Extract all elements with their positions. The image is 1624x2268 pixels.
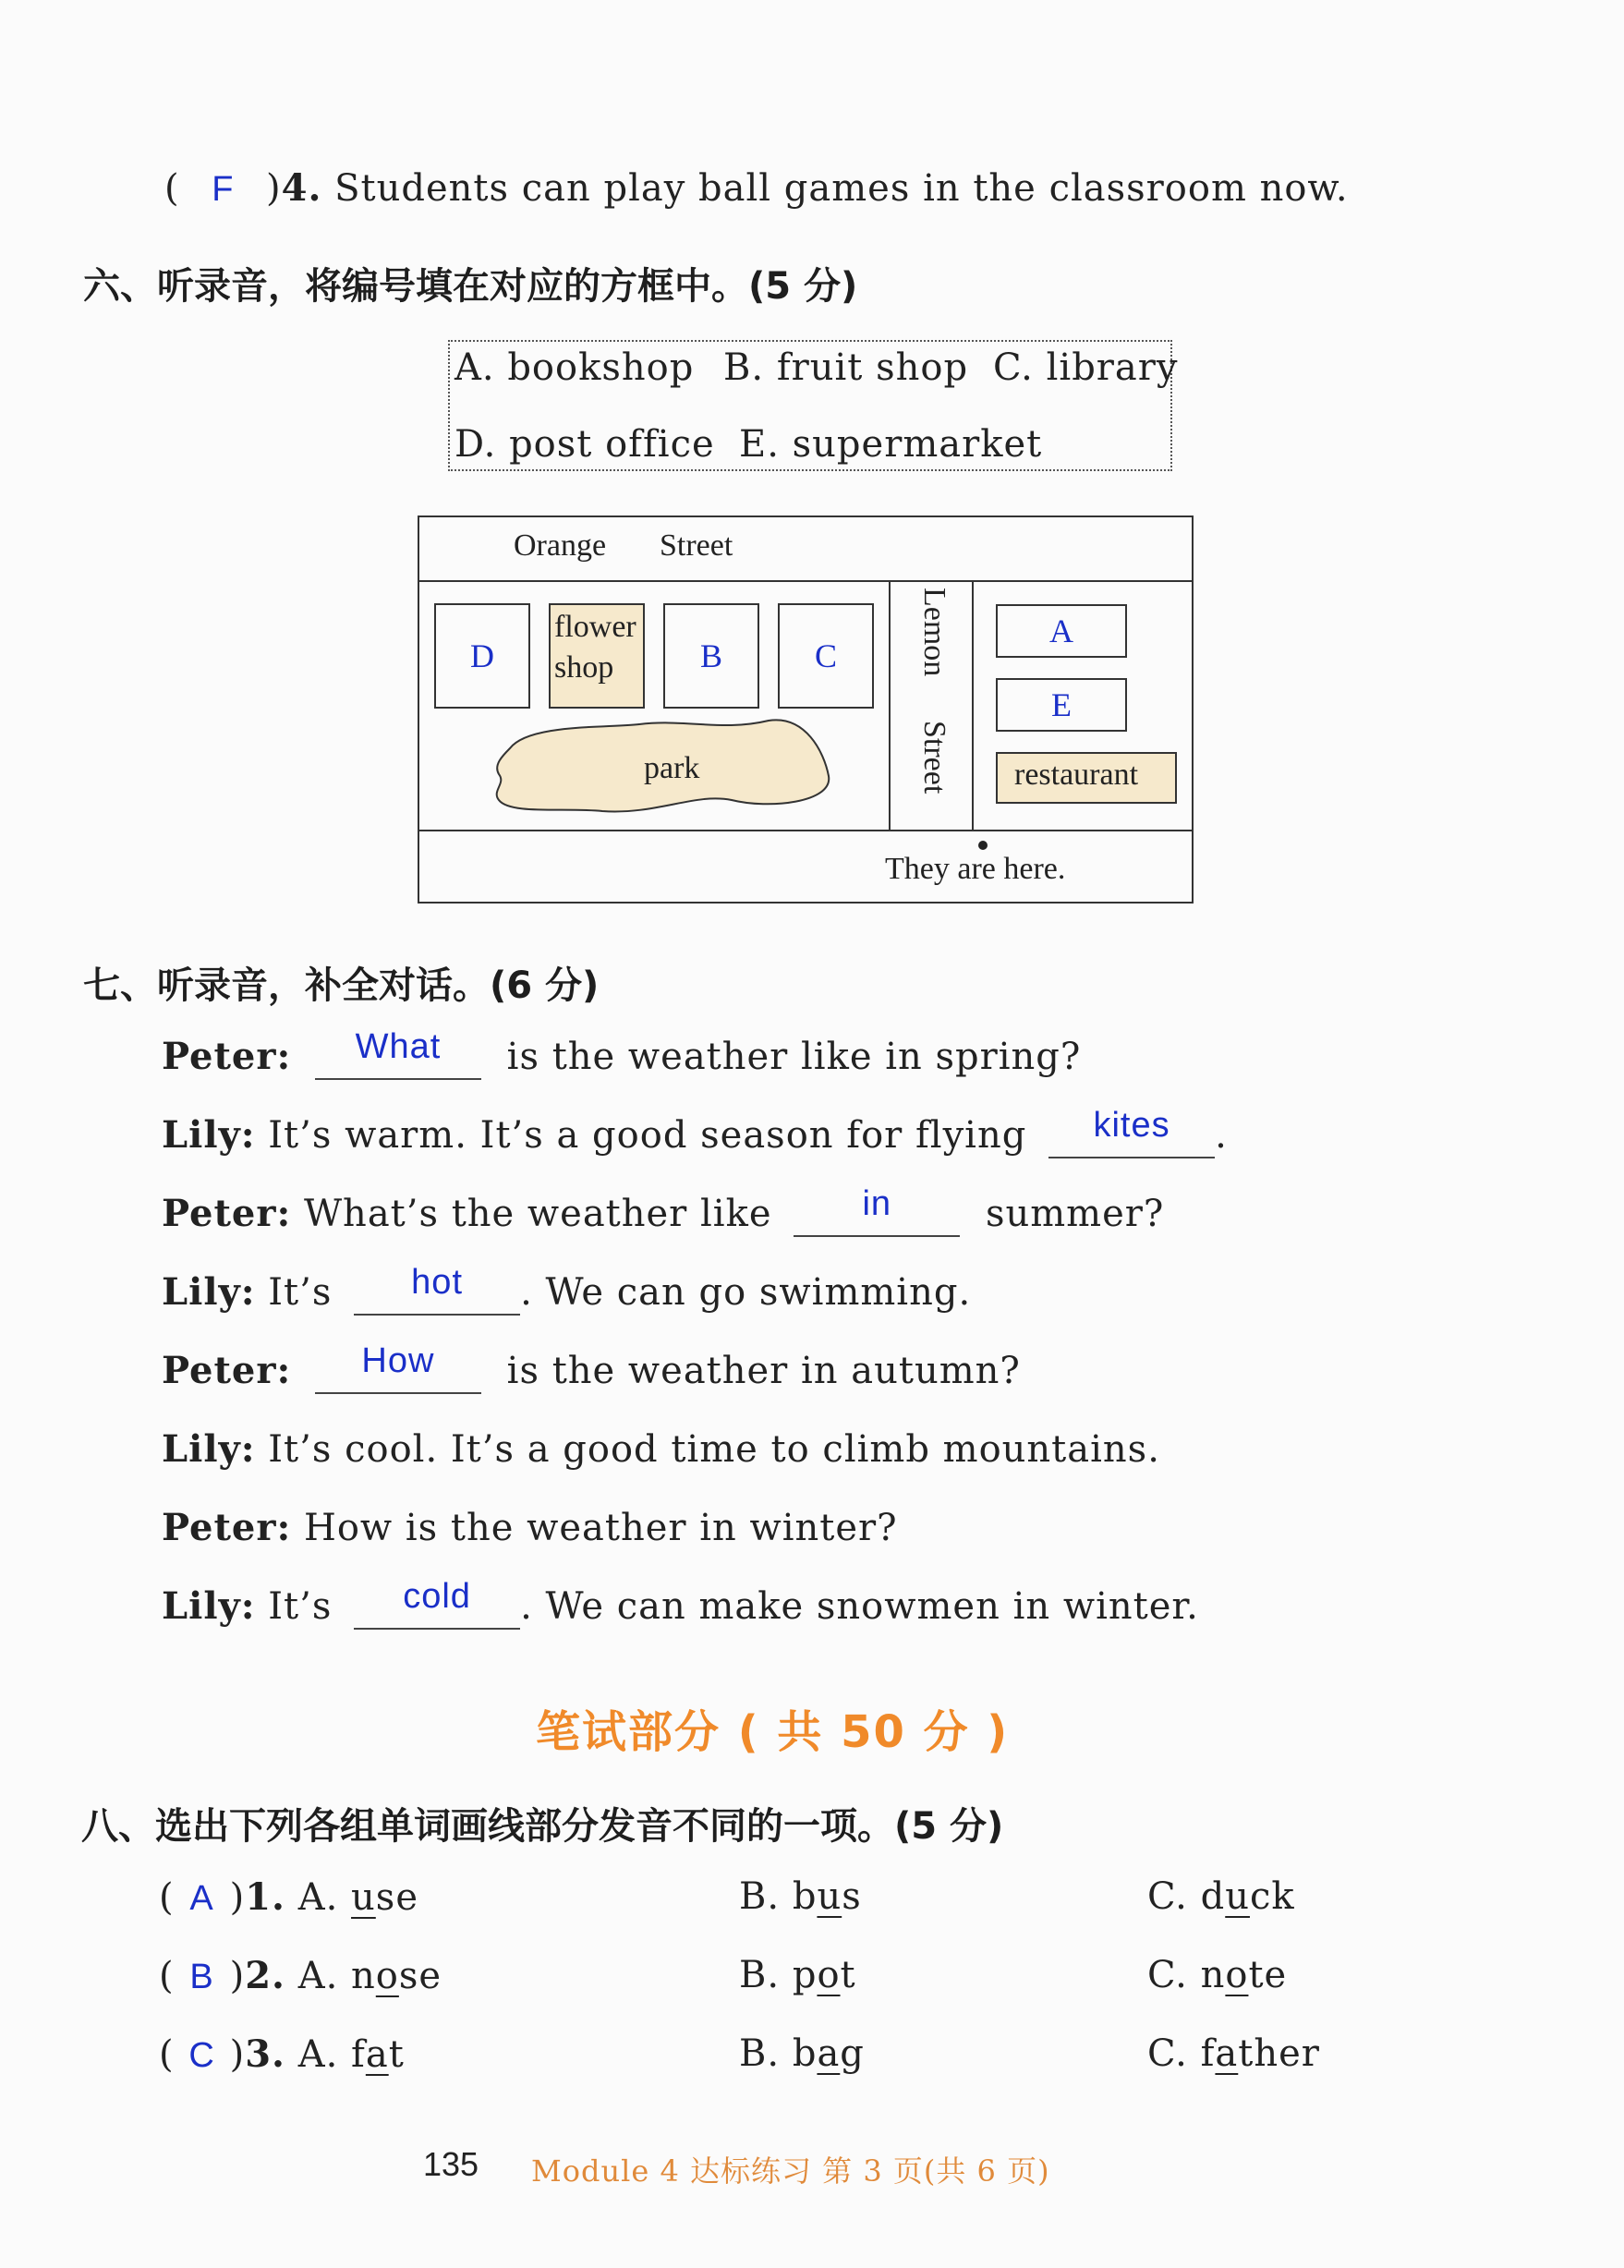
option-b-prefix: B. p — [739, 1954, 818, 1996]
option-c-underlined: a — [1215, 2032, 1239, 2075]
question-4-row — [164, 166, 1349, 210]
answer-text: How — [361, 1341, 435, 1380]
option-a: A. bookshop — [454, 346, 695, 389]
answer-text: cold — [403, 1577, 471, 1616]
dialogue-line-2 — [162, 1106, 1228, 1158]
answer-text: C — [188, 2036, 215, 2075]
option-a-prefix: A. n — [297, 1955, 376, 1997]
question-text: Students can play ball games in the classroom now. — [334, 167, 1349, 210]
speaker: Lily: — [162, 1113, 256, 1157]
option-a-rest: se — [398, 1955, 442, 1997]
paren-close: ) — [229, 1955, 246, 1997]
bottom-street-divider — [418, 830, 1194, 831]
dialogue-line-6 — [162, 1427, 1160, 1471]
line-text-end: . We can go swimming. — [520, 1271, 972, 1314]
line-text: It’s cool. It’s a good time to climb mountains. — [268, 1428, 1160, 1471]
speaker: Lily: — [162, 1584, 256, 1628]
option-a-underlined: a — [365, 2033, 389, 2076]
choice-item-3-b — [739, 2032, 865, 2075]
line-text: It’s — [268, 1585, 333, 1628]
here-dot — [978, 841, 988, 850]
line-text: It’s warm. It’s a good season for flying — [268, 1114, 1027, 1157]
choice-item-3-c — [1147, 2032, 1320, 2075]
dialogue-line-5 — [162, 1341, 1021, 1394]
option-b-rest: s — [842, 1875, 862, 1918]
blank — [315, 1027, 481, 1080]
dialogue-line-3 — [162, 1184, 1165, 1237]
flower-shop-line2: shop — [554, 650, 614, 685]
option-a-rest: t — [388, 2033, 405, 2076]
item-number: 2. — [245, 1954, 285, 1997]
paren-close: ) — [229, 1876, 246, 1919]
map-box-c: C — [778, 603, 874, 709]
dialogue-line-8 — [162, 1577, 1199, 1630]
lemon-street-label: Lemon — [917, 588, 951, 677]
choice-item-1-b — [739, 1875, 862, 1918]
choice-item-3 — [159, 2032, 405, 2076]
speaker: Peter: — [162, 1506, 292, 1549]
paren-open: ( — [164, 167, 180, 210]
option-c-prefix: C. d — [1147, 1875, 1226, 1918]
blank — [1048, 1106, 1215, 1158]
option-a-text — [298, 1876, 418, 1919]
option-b-underlined: u — [817, 1875, 842, 1918]
item-number: 1. — [245, 1875, 285, 1919]
answer-text: in — [862, 1184, 892, 1223]
paren-open: ( — [159, 2033, 175, 2076]
option-b-prefix: B. b — [739, 1875, 818, 1918]
option-c-rest: te — [1248, 1954, 1288, 1996]
section-7-title: 七、听录音，补全对话。(6 分) — [83, 964, 600, 1007]
option-b-prefix: B. b — [739, 2032, 818, 2075]
section-6-title: 六、听录音，将编号填在对应的方框中。(5 分) — [83, 265, 858, 308]
line-text: It’s — [268, 1271, 333, 1314]
flower-shop-line1: flower — [554, 610, 636, 644]
footer-text: Module 4 达标练习 第 3 页(共 6 页) — [531, 2153, 1050, 2189]
option-a-underlined: o — [375, 1955, 399, 1997]
choice-item-1 — [159, 1875, 418, 1919]
line-text: How is the weather in winter? — [303, 1507, 898, 1549]
choice-item-2-b — [739, 1954, 856, 1996]
speaker: Peter: — [162, 1192, 292, 1235]
restaurant-label: restaurant — [1014, 758, 1139, 792]
orange-street-word: Street — [660, 528, 733, 563]
they-are-here-label: They are here. — [885, 852, 1066, 886]
speaker: Peter: — [162, 1035, 292, 1078]
line-text-end: . — [1215, 1114, 1228, 1157]
option-c: C. library — [993, 346, 1179, 389]
blank — [794, 1184, 960, 1237]
line-text: is the weather in autumn? — [506, 1350, 1021, 1392]
option-b: B. fruit shop — [723, 346, 969, 389]
option-d: D. post office — [454, 423, 715, 466]
option-b-underlined: a — [817, 2032, 841, 2075]
speaker: Lily: — [162, 1270, 256, 1314]
option-a-prefix: A. — [297, 1876, 352, 1919]
dialogue-line-4 — [162, 1263, 972, 1316]
line-text-end: summer? — [985, 1193, 1165, 1235]
street-map — [418, 515, 1194, 904]
dialogue-line-1 — [162, 1027, 1082, 1080]
option-a-text — [298, 2033, 405, 2076]
orange-street-label: Orange — [514, 528, 607, 563]
line-text-end: . We can make snowmen in winter. — [520, 1585, 1199, 1628]
park-label: park — [644, 751, 700, 785]
answer-text: hot — [411, 1263, 463, 1302]
line-text: is the weather like in spring? — [506, 1036, 1082, 1078]
option-b-rest: t — [840, 1954, 856, 1996]
option-e: E. supermarket — [739, 423, 1043, 466]
lemon-street-word: Street — [917, 721, 951, 794]
option-a-text — [298, 1955, 442, 1997]
option-b-rest: g — [840, 2032, 865, 2075]
answer-text: A — [189, 1879, 214, 1918]
blank — [315, 1341, 481, 1394]
blank — [354, 1577, 520, 1630]
choice-item-2-c — [1147, 1954, 1287, 1996]
option-c-underlined: o — [1225, 1954, 1249, 1996]
option-c-prefix: C. n — [1147, 1954, 1226, 1996]
option-a-underlined: u — [351, 1876, 376, 1919]
option-c-rest: ther — [1238, 2032, 1320, 2075]
item-number: 3. — [245, 2032, 285, 2076]
map-box-a: A — [996, 604, 1127, 658]
written-section-title: 笔试部分 ( 共 50 分 ) — [536, 1706, 1010, 1758]
option-c-rest: ck — [1249, 1875, 1295, 1918]
option-c-underlined: u — [1225, 1875, 1250, 1918]
map-box-e: E — [996, 678, 1127, 732]
answer-text: F — [212, 170, 235, 209]
answer-text: What — [355, 1027, 442, 1066]
blank — [354, 1263, 520, 1316]
option-a-prefix: A. f — [297, 2033, 366, 2076]
line-text: What’s the weather like — [303, 1193, 772, 1235]
section-8-title: 八、选出下列各组单词画线部分发音不同的一项。(5 分) — [81, 1805, 1004, 1848]
answer-text: kites — [1093, 1106, 1170, 1145]
option-a-rest: se — [375, 1876, 418, 1919]
map-box-d: D — [434, 603, 530, 709]
map-box-b: B — [663, 603, 759, 709]
choice-item-1-c — [1147, 1875, 1295, 1918]
choice-item-2 — [159, 1954, 442, 1997]
paren-open: ( — [159, 1876, 175, 1919]
page-number: 135 — [423, 2145, 479, 2183]
answer-text: B — [189, 1958, 214, 1996]
option-b-underlined: o — [817, 1954, 841, 1996]
dialogue-line-7 — [162, 1506, 898, 1549]
paren-open: ( — [159, 1955, 175, 1997]
option-c-prefix: C. f — [1147, 2032, 1216, 2075]
speaker: Lily: — [162, 1427, 256, 1471]
speaker: Peter: — [162, 1349, 292, 1392]
paren-close: ) — [266, 167, 282, 210]
paren-close: ) — [229, 2033, 246, 2076]
question-number: 4. — [281, 166, 322, 210]
